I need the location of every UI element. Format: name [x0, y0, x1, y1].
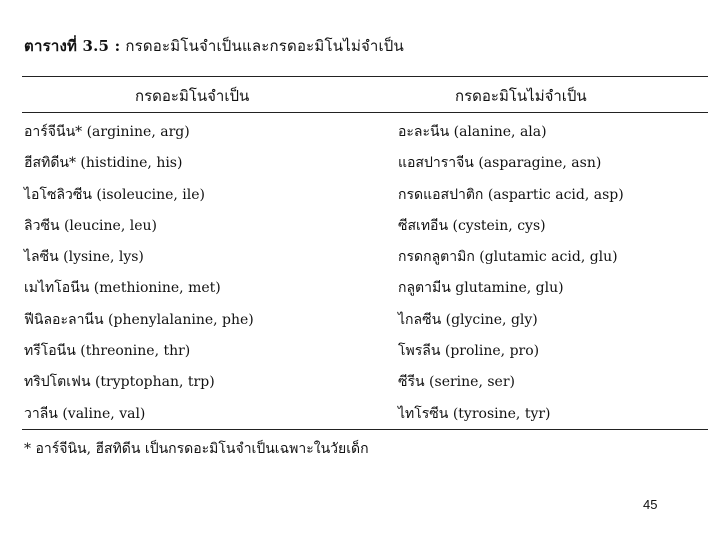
nonessential-amino-acid-cell: ซีสเทอีน (cystein, cys): [398, 217, 546, 234]
table-header-rule: [22, 112, 708, 113]
page-number: 45: [643, 497, 658, 512]
table-row: [0, 241, 720, 272]
essential-amino-acid-cell: วาลีน (valine, val): [24, 405, 146, 422]
essential-amino-acid-cell: ฟีนิลอะลานีน (phenylalanine, phe): [24, 311, 254, 328]
table-row: [0, 116, 720, 147]
essential-amino-acid-cell: เมไทโอนีน (methionine, met): [24, 280, 221, 297]
nonessential-amino-acid-cell: กรดกลูตามิก (glutamic acid, glu): [398, 249, 618, 266]
table-row: [0, 366, 720, 397]
table-row: [0, 272, 720, 303]
column-header-nonessential: กรดอะมิโนไม่จำเป็น: [455, 87, 587, 105]
table-body: [0, 116, 720, 429]
essential-amino-acid-cell: อาร์จีนีน* (arginine, arg): [24, 124, 190, 140]
essential-amino-acid-cell: ฮีสทิดีน* (histidine, his): [24, 155, 183, 172]
nonessential-amino-acid-cell: ไกลซีน (glycine, gly): [398, 311, 538, 328]
nonessential-amino-acid-cell: แอสปาราจีน (asparagine, asn): [398, 155, 602, 172]
table-row: [0, 210, 720, 241]
table-row: [0, 335, 720, 366]
essential-amino-acid-cell: ไอโซลิวซีน (isoleucine, ile): [24, 186, 205, 203]
table-row: [0, 398, 720, 429]
nonessential-amino-acid-cell: กรดแอสปาติก (aspartic acid, asp): [398, 186, 624, 203]
table-caption-text: กรดอะมิโนจำเป็นและกรดอะมิโนไม่จำเป็น: [125, 37, 404, 55]
table-caption: [24, 34, 404, 58]
essential-amino-acid-cell: ไลซีน (lysine, lys): [24, 249, 144, 266]
nonessential-amino-acid-cell: อะละนีน (alanine, ala): [398, 124, 547, 140]
nonessential-amino-acid-cell: ซีรีน (serine, ser): [398, 374, 515, 391]
essential-amino-acid-cell: ทรีโอนีน (threonine, thr): [24, 343, 191, 360]
essential-amino-acid-cell: ทริปโตเฟน (tryptophan, trp): [24, 374, 215, 391]
nonessential-amino-acid-cell: ไทโรซีน (tyrosine, tyr): [398, 405, 551, 422]
footnote: * อาร์จีนิน, ฮีสทิดีน เป็นกรดอะมิโนจำเป็นเฉพาะในวัยเด็ก: [24, 441, 369, 457]
essential-amino-acid-cell: ลิวซีน (leucine, leu): [24, 217, 157, 234]
table-bottom-rule: [22, 429, 708, 430]
table-caption-label: ตารางที่ 3.5 :: [24, 37, 121, 55]
table-row: [0, 304, 720, 335]
nonessential-amino-acid-cell: กลูตามีน glutamine, glu): [398, 280, 564, 297]
table-row: [0, 179, 720, 210]
table-row: [0, 147, 720, 178]
table-top-rule: [22, 76, 708, 77]
nonessential-amino-acid-cell: โพรลีน (proline, pro): [398, 343, 540, 360]
column-header-essential: กรดอะมิโนจำเป็น: [135, 87, 250, 105]
